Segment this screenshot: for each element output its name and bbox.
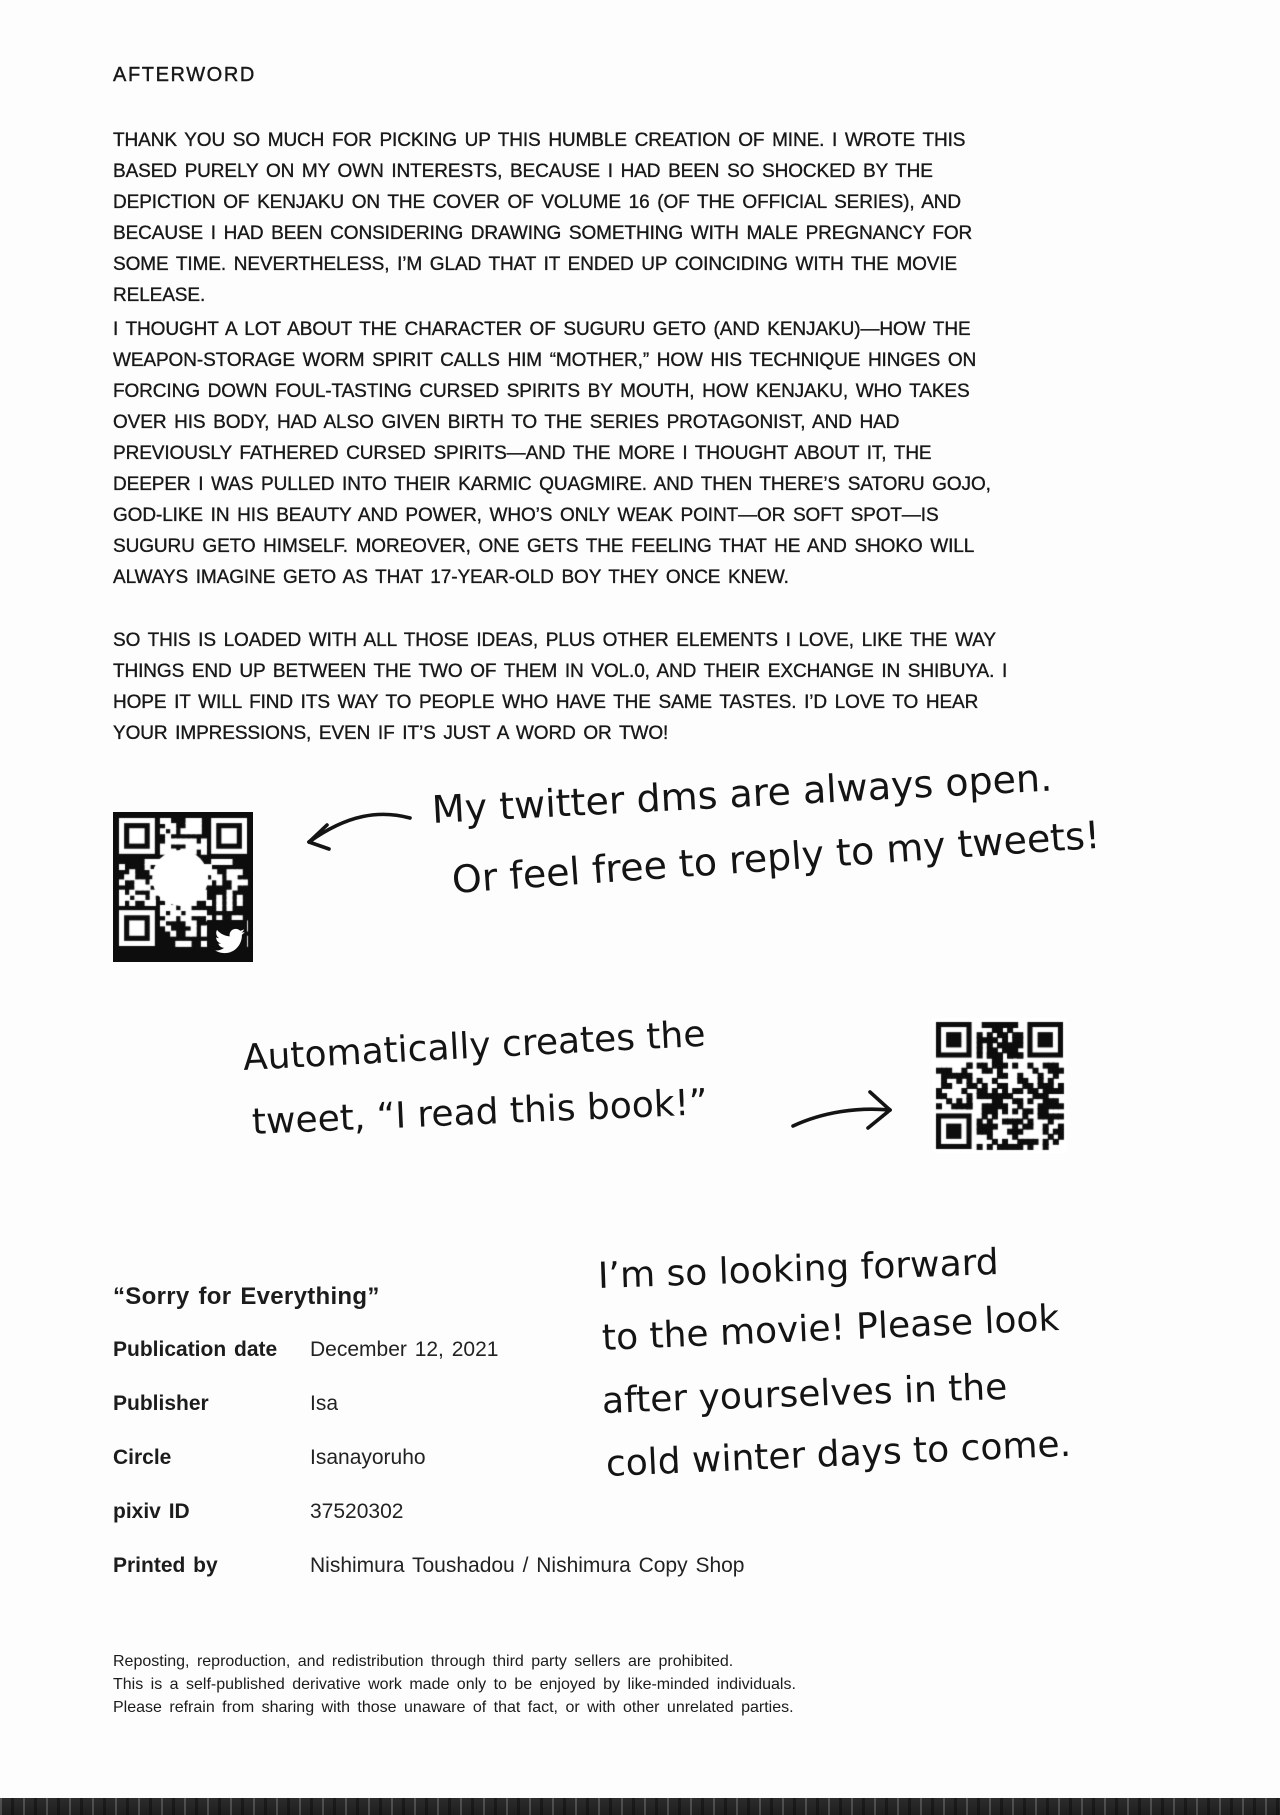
tweet-note-line-2: tweet, “I read this book!” [251, 1082, 709, 1143]
twitter-bird-icon [215, 926, 245, 956]
movie-note-line-4: cold winter days to come. [605, 1423, 1072, 1485]
legal-notice-line-1: Reposting, reproduction, and redistribution through third party sellers are prohibited. [113, 1653, 734, 1670]
colophon-value: Nishimura Toushadou / Nishimura Copy Shop [310, 1554, 745, 1577]
colophon-label: pixiv ID [113, 1500, 190, 1523]
colophon-label: Publication date [113, 1338, 278, 1361]
colophon-label: Circle [113, 1446, 172, 1469]
colophon-label: Publisher [113, 1392, 209, 1415]
book-title: “Sorry for Everything” [113, 1283, 380, 1310]
afterword-paragraph-1: THANK YOU SO MUCH FOR PICKING UP THIS HUMBLE CREATION OF MINE. I WROTE THIS BASED PURELY ON MY OWN INTERESTS, BECAUSE I HAD BEEN SO SHOCKED BY THE DEPICTION OF KENJAKU ON THE COVER OF VOLUME 16 (OF THE OFFICIAL SERIES), AND BECAUSE I HAD BEEN CONSIDERING DRAWING SOMETHING WITH MALE PREGNANCY FOR SOME TIME. NEVERTHELESS, I’M GLAD THAT IT ENDED UP COINCIDING WITH THE MOVIE RELEASE. [113, 130, 973, 306]
tweet-qr-code [932, 1018, 1067, 1153]
afterword-paragraph-3: SO THIS IS LOADED WITH ALL THOSE IDEAS, PLUS OTHER ELEMENTS I LOVE, LIKE THE WAY THINGS END UP BETWEEN THE TWO OF THEM IN VOL.0, AND THEIR EXCHANGE IN SHIBUYA. I HOPE IT WILL FIND ITS WAY TO PEOPLE WHO HAVE THE SAME TASTES. I’D LOVE TO HEAR YOUR IMPRESSIONS, EVEN IF IT’S JUST A WORD OR TWO! [113, 630, 1008, 744]
tweet-qr-canvas [932, 1018, 1067, 1153]
colophon-row-publication-date [113, 1338, 498, 1362]
colophon-value: December 12, 2021 [310, 1338, 499, 1361]
hand-drawn-arrow-left-icon [300, 806, 415, 864]
colophon-value: Isa [310, 1392, 339, 1415]
movie-note-line-2: to the movie! Please look [601, 1298, 1061, 1359]
afterword-paragraph-2: I THOUGHT A LOT ABOUT THE CHARACTER OF SUGURU GETO (AND KENJAKU)—HOW THE WEAPON-STORAGE WORM SPIRIT CALLS HIM “MOTHER,” HOW HIS TECHNIQUE HINGES ON FORCING DOWN FOUL-TASTING CURSED SPIRITS BY MOUTH, HOW KENJAKU, WHO TAKES OVER HIS BODY, HAD ALSO GIVEN BIRTH TO THE SERIES PROTAGONIST, AND HAD PREVIOUSLY FATHERED CURSED SPIRITS—AND THE MORE I THOUGHT ABOUT IT, THE DEEPER I WAS PULLED INTO THEIR KARMIC QUAGMIRE. AND THEN THERE’S SATORU GOJO, GOD-LIKE IN HIS BEAUTY AND POWER, WHO’S ONLY WEAK POINT—OR SOFT SPOT—IS SUGURU GETO HIMSELF. MOREOVER, ONE GETS THE FEELING THAT HE AND SHOKO WILL ALWAYS IMAGINE GETO AS THAT 17-YEAR-OLD BOY THEY ONCE KNEW. [113, 319, 991, 588]
colophon-label: Printed by [113, 1554, 218, 1577]
legal-notice-line-2: This is a self-published derivative work made only to be enjoyed by like-minded individuals. [113, 1676, 796, 1693]
twitter-note-line-1: My twitter dms are always open. [430, 755, 1054, 832]
movie-note-line-1: I’m so looking forward [597, 1242, 1000, 1297]
scan-artifact-band [0, 1798, 1280, 1815]
tweet-note-line-1: Automatically creates the [241, 1013, 707, 1079]
twitter-note-line-2: Or feel free to reply to my tweets! [450, 812, 1102, 902]
colophon-row-publisher [113, 1392, 338, 1416]
colophon-row-printed-by [113, 1554, 745, 1578]
colophon-row-pixiv-id [113, 1500, 403, 1524]
legal-notice [113, 1650, 796, 1719]
colophon-value: 37520302 [310, 1500, 404, 1523]
afterword-heading: AFTERWORD [113, 64, 256, 86]
legal-notice-line-3: Please refrain from sharing with those unaware of that fact, or with other unrelated parties. [113, 1699, 794, 1716]
colophon-row-circle [113, 1446, 426, 1470]
movie-note-line-3: after yourselves in the [601, 1366, 1008, 1422]
twitter-qr-code [113, 812, 253, 962]
colophon-value: Isanayoruho [310, 1446, 426, 1469]
hand-drawn-arrow-right-icon [788, 1082, 898, 1140]
